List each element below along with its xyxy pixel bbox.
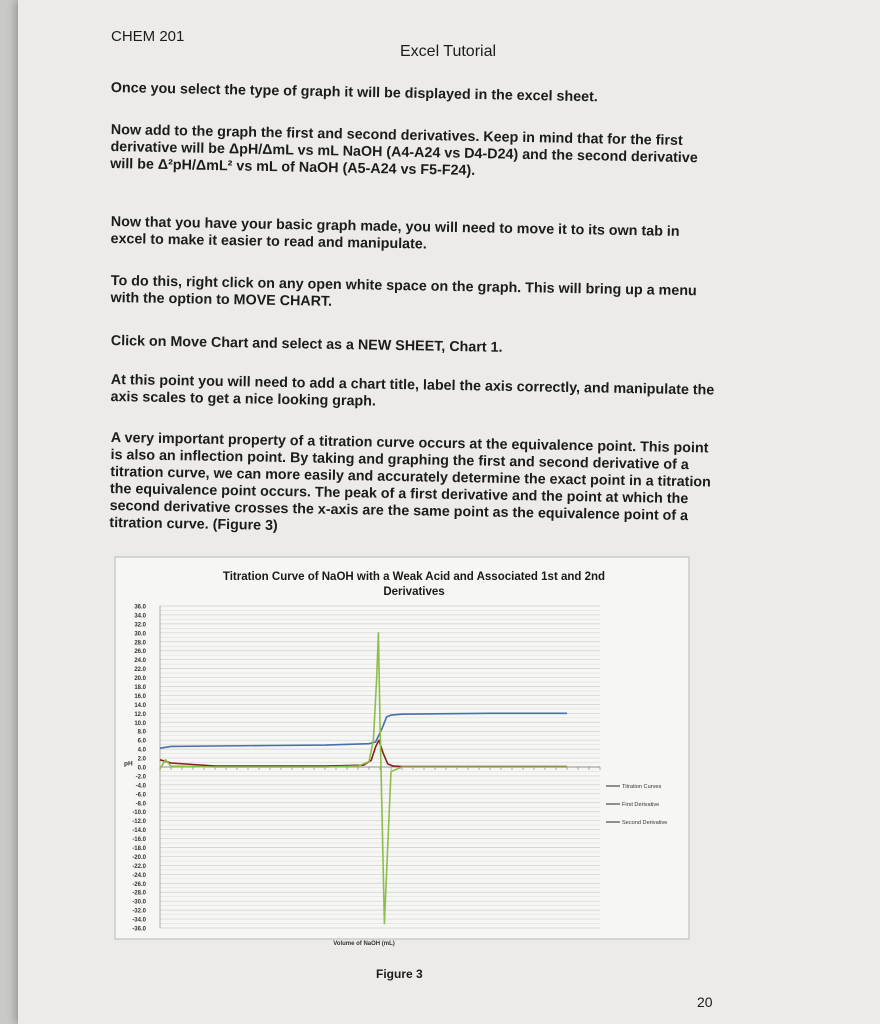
course-header: CHEM 201 [111,28,185,45]
paragraph-graph-display: Once you select the type of graph it will be displayed in the excel sheet. [110,80,598,106]
y-tick-label: 10.0 [134,720,146,727]
y-tick-label: 0.0 [137,765,146,772]
figure-caption: Figure 3 [376,967,423,981]
paragraph-right-click: To do this, right click on any open white space on the graph. This will bring up a menu with the option to MOVE CHART. [110,273,697,310]
y-tick-label: 30.0 [134,631,146,638]
y-tick-label: -22.0 [132,863,146,870]
chart-title-line-2: Derivatives [383,586,445,598]
y-axis-label: pH [124,760,133,768]
y-tick-label: 12.0 [134,711,146,718]
legend-titration-label: Titration Curves [622,784,662,790]
y-tick-label: -34.0 [132,917,146,924]
y-tick-label: 6.0 [137,738,146,745]
paragraph-move-tab: Now that you have your basic graph made, you will need to move it to its own tab in excel to make it easier to read and manipulate. [110,214,680,253]
y-tick-label: 14.0 [134,702,146,709]
y-tick-label: -26.0 [132,881,146,888]
legend-first-derivative-label: First Derivative [622,802,660,808]
y-tick-label: -14.0 [132,828,146,835]
titration-chart [114,556,690,947]
page-number: 20 [697,994,713,1010]
paragraph-equivalence-point: A very important property of a titration curve occurs at the equivalence point. This point is also an inflection point. By taking and graphing the first and second derivative of a titration curve, we can more easily and accurately determine the exact point in a titration the equivalence point occurs. The peak of a first derivative and the point at which the second derivative crosses the x-axis are the same point as the equivalence point of a titration curve. (Figure 3) [109,430,711,534]
y-tick-label: -20.0 [132,854,146,861]
y-tick-label: -10.0 [132,810,146,817]
y-tick-label: -36.0 [132,926,146,933]
y-tick-label: 22.0 [134,667,146,674]
chart-svg [114,556,690,947]
paragraph-chart-title: At this point you will need to add a chart title, label the axis correctly, and manipulate the axis scales to get a nice looking graph. [110,372,715,410]
page-title: Excel Tutorial [400,43,497,60]
paragraph-derivatives: Now add to the graph the first and second derivatives. Keep in mind that for the first derivative will be ΔpH/ΔmL vs mL NaOH (A4-A24 vs D4-D24) and the second derivative will be Δ²pH/ΔmL² vs mL of NaOH (A5-A24 vs F5-F24). [110,122,698,179]
y-tick-label: -12.0 [132,819,146,826]
y-tick-label: -2.0 [135,774,146,781]
y-tick-label: 16.0 [134,693,146,700]
y-tick-label: -18.0 [132,846,146,852]
chart-title-line-1: Titration Curve of NaOH with a Weak Acid and Associated 1st and 2nd [222,571,606,583]
y-tick-label: 26.0 [134,649,146,656]
paragraph-move-chart: Click on Move Chart and select as a NEW SHEET, Chart 1. [110,333,503,356]
chart-frame [115,557,689,939]
y-tick-label: -16.0 [132,837,146,844]
y-tick-label: 36.0 [134,604,146,611]
y-tick-label: -4.0 [135,783,146,790]
y-tick-label: 2.0 [137,756,146,763]
y-tick-label: -32.0 [132,908,146,915]
y-tick-label: 4.0 [137,747,146,754]
y-tick-label: 32.0 [134,622,146,629]
y-tick-label: 24.0 [134,658,146,665]
y-tick-label: -24.0 [132,872,146,879]
x-axis-label: Volume of NaOH (mL) [333,941,395,947]
y-tick-label: 20.0 [134,676,146,683]
y-tick-label: 28.0 [134,640,146,647]
y-tick-label: 8.0 [137,729,146,736]
y-tick-label: -30.0 [132,899,146,906]
y-tick-label: 34.0 [134,613,146,620]
y-tick-label: 18.0 [134,685,146,691]
y-tick-label: -6.0 [135,792,146,799]
y-tick-label: -28.0 [132,890,146,897]
legend-second-derivative-label: Second Derivative [622,820,668,826]
y-tick-label: -8.0 [135,801,146,808]
